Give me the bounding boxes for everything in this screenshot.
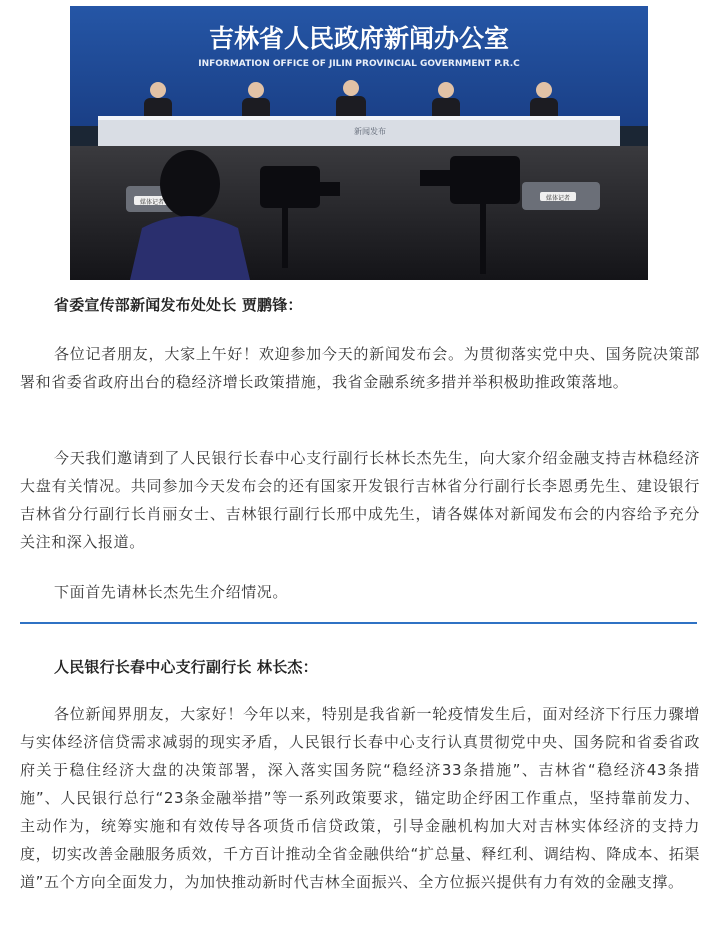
reporter-tag-left: 媒体记者 [139,199,165,206]
foreground-head [160,150,220,218]
speaker-heading-2: 人民银行长春中心支行副行长 林长杰： [54,658,318,676]
foreground-shirt [130,216,250,280]
banner-title: 吉林省人民政府新闻办公室 [208,24,510,53]
paragraph-3: 下面首先请林长杰先生介绍情况。 [54,583,289,601]
paragraph-1: 各位记者朋友，大家上午好！欢迎参加今天的新闻发布会。为贯彻落实党中央、国务院决策部署和省委省政府出台的稳经济增长政策措施，我省金融系统多措并举积极助推政策落地。 [20,345,700,391]
press-conference-illustration [70,6,648,280]
section-divider [20,622,697,624]
speaker-heading-1: 省委宣传部新闻发布处处长 贾鹏锋： [54,296,303,314]
reporter-tag-right: 媒体记者 [545,195,571,202]
paragraph-2: 今天我们邀请到了人民银行长春中心支行副行长林长杰先生，向大家介绍金融支持吉林稳经济大盘有关情况。共同参加今天发布会的还有国家开发银行吉林省分行副行长李恩勇先生、建设银行吉林省分行副行长肖丽女士、吉林银行副行长邢中成先生，请各媒体对新闻发布会的内容给予充分关注和深入报道。 [20,449,700,551]
banner-subtitle: INFORMATION OFFICE OF JILIN PROVINCIAL GOVERNMENT P.R.C [198,59,520,69]
paragraph-4: 各位新闻界朋友，大家好！今年以来，特别是我省新一轮疫情发生后，面对经济下行压力骤增与实体经济信贷需求减弱的现实矛盾，人民银行长春中心支行认真贯彻党中央、国务院和省委省政府关于稳住经济大盘的决策部署，深入落实国务院“稳经济33条措施”、吉林省“稳经济43条措施”、人民银行总行“23条金融举措”等一系列政策要求，锚定助企纾困工作重点，坚持靠前发力、主动作为，统筹实施和有效传导各项货币信贷政策，引导金融机构加大对吉林实体经济的支持力度，切实改善金融服务质效，千方百计推动全省金融供给“扩总量、释红利、调结构、降成本、拓渠道”五个方向全面发力，为加快推动新时代吉林全面振兴、全方位振兴提供有力有效的金融支撑。 [20,705,700,891]
podium-label: 新闻发布 [354,127,386,136]
press-conference-photo [70,6,648,280]
